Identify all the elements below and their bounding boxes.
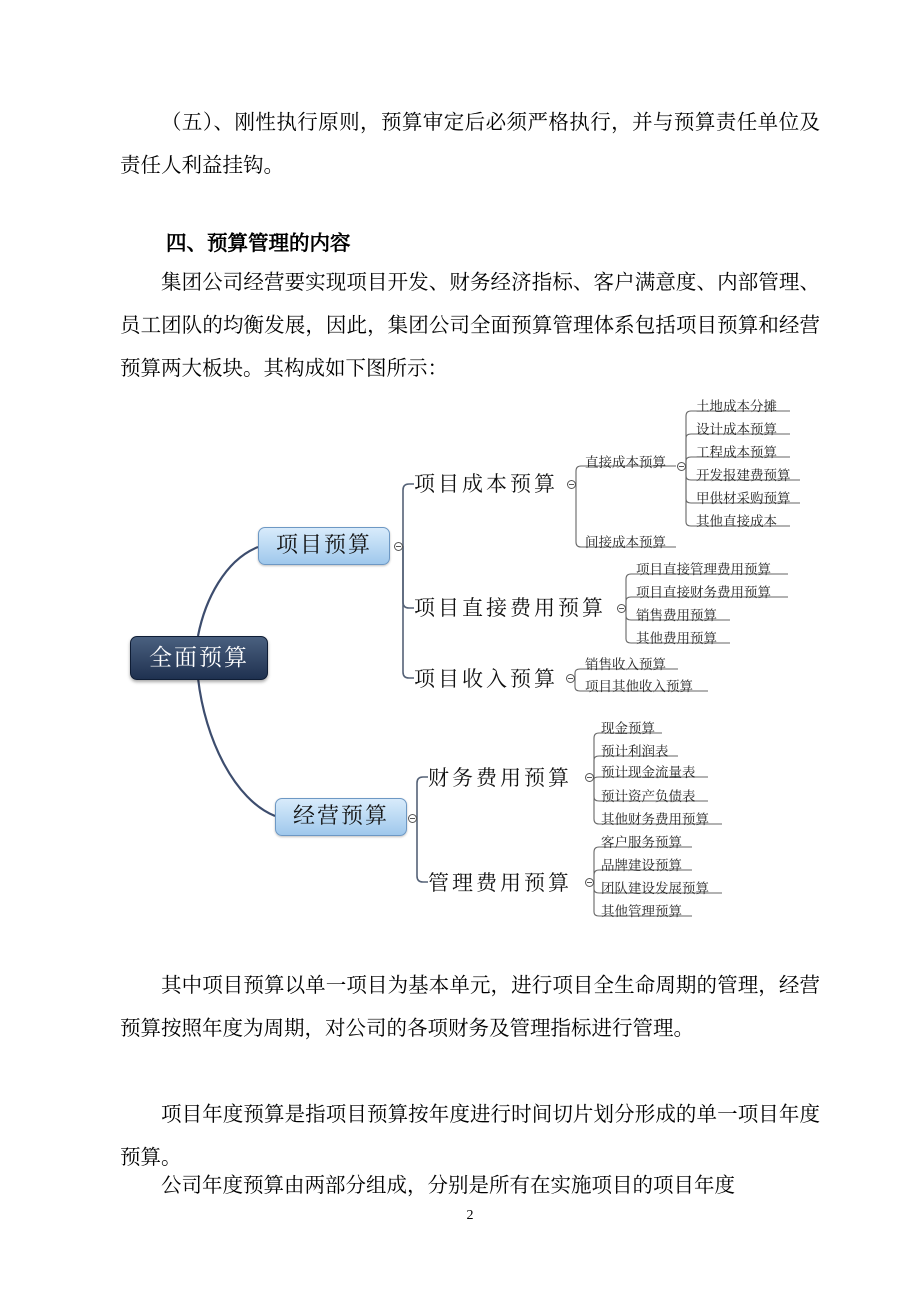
list-item[interactable]: 开发报建费预算 [696, 468, 791, 484]
connector-operation-management [417, 818, 428, 882]
collapse-icon[interactable] [585, 878, 594, 887]
list-item[interactable]: 销售收入预算 [585, 657, 666, 673]
collapse-icon[interactable] [408, 814, 417, 823]
section-heading: 四、预算管理的内容 [166, 231, 351, 255]
node-indirect-cost-budget[interactable]: 间接成本预算 [585, 535, 666, 551]
paragraph-project-vs-operation: 其中项目预算以单一项目为基本单元，进行项目全生命周期的管理，经营预算按照年度为周期，对公司的各项财务及管理指标进行管理。 [120, 973, 820, 1040]
node-project-expense-budget[interactable]: 项目直接费用预算 [414, 596, 606, 620]
collapse-icon[interactable] [394, 542, 403, 551]
node-finance-expense-budget[interactable]: 财务费用预算 [428, 766, 572, 790]
collapse-icon[interactable] [566, 674, 575, 683]
paragraph-intro: 集团公司经营要实现项目开发、财务经济指标、客户满意度、内部管理、员工团队的均衡发展，因此，集团公司全面预算管理体系包括项目预算和经营预算两大板块。其构成如下图所示： [120, 270, 820, 380]
node-management-expense-budget[interactable]: 管理费用预算 [428, 871, 572, 895]
list-item[interactable]: 工程成本预算 [696, 445, 777, 461]
node-project-income-budget[interactable]: 项目收入预算 [414, 667, 558, 691]
list-item[interactable]: 客户服务预算 [601, 835, 682, 851]
connector-project-income [403, 546, 414, 678]
list-item[interactable]: 其他直接成本 [696, 514, 777, 530]
node-direct-cost-budget[interactable]: 直接成本预算 [585, 455, 666, 471]
list-item[interactable]: 团队建设发展预算 [601, 881, 709, 897]
list-item[interactable]: 项目直接管理费用预算 [636, 562, 771, 578]
node-project-budget[interactable]: 项目预算 [258, 527, 390, 565]
connector-project-expense [403, 546, 414, 608]
node-project-cost-budget[interactable]: 项目成本预算 [414, 472, 558, 496]
paragraph-rigid-principle: （五）、刚性执行原则，预算审定后必须严格执行，并与预算责任单位及责任人利益挂钩。 [120, 110, 820, 177]
list-item[interactable]: 其他财务费用预算 [601, 812, 709, 828]
list-item[interactable]: 设计成本预算 [696, 422, 777, 438]
root-node-total-budget[interactable]: 全面预算 [130, 636, 268, 680]
collapse-icon[interactable] [567, 480, 576, 489]
list-item[interactable]: 现金预算 [601, 721, 655, 737]
collapse-icon[interactable] [617, 604, 626, 613]
collapse-icon[interactable] [677, 462, 686, 471]
list-item[interactable]: 项目其他收入预算 [585, 679, 693, 695]
list-item[interactable]: 预计资产负债表 [601, 789, 696, 805]
list-item[interactable]: 其他费用预算 [636, 631, 717, 647]
paragraph-company-annual-budget: 公司年度预算由两部分组成，分别是所有在实施项目的项目年度 [161, 1173, 735, 1197]
list-item[interactable]: 预计现金流量表 [601, 765, 696, 781]
page-number: 2 [466, 1208, 474, 1223]
list-item[interactable]: 销售费用预算 [636, 608, 717, 624]
collapse-icon[interactable] [585, 773, 594, 782]
list-item[interactable]: 项目直接财务费用预算 [636, 585, 771, 601]
connector-project-cost [403, 484, 414, 546]
list-item[interactable]: 甲供材采购预算 [696, 491, 791, 507]
connector-root-operation [198, 678, 275, 816]
connector-root-project [198, 547, 258, 636]
node-operation-budget[interactable]: 经营预算 [275, 798, 407, 836]
list-item[interactable]: 预计利润表 [601, 744, 669, 760]
list-item[interactable]: 土地成本分摊 [696, 399, 777, 415]
paragraph-project-annual-budget: 项目年度预算是指项目预算按年度进行时间切片划分形成的单一项目年度预算。 [120, 1102, 820, 1169]
list-item[interactable]: 其他管理预算 [601, 904, 682, 920]
connector-operation-finance [417, 777, 428, 818]
list-item[interactable]: 品牌建设预算 [601, 858, 682, 874]
